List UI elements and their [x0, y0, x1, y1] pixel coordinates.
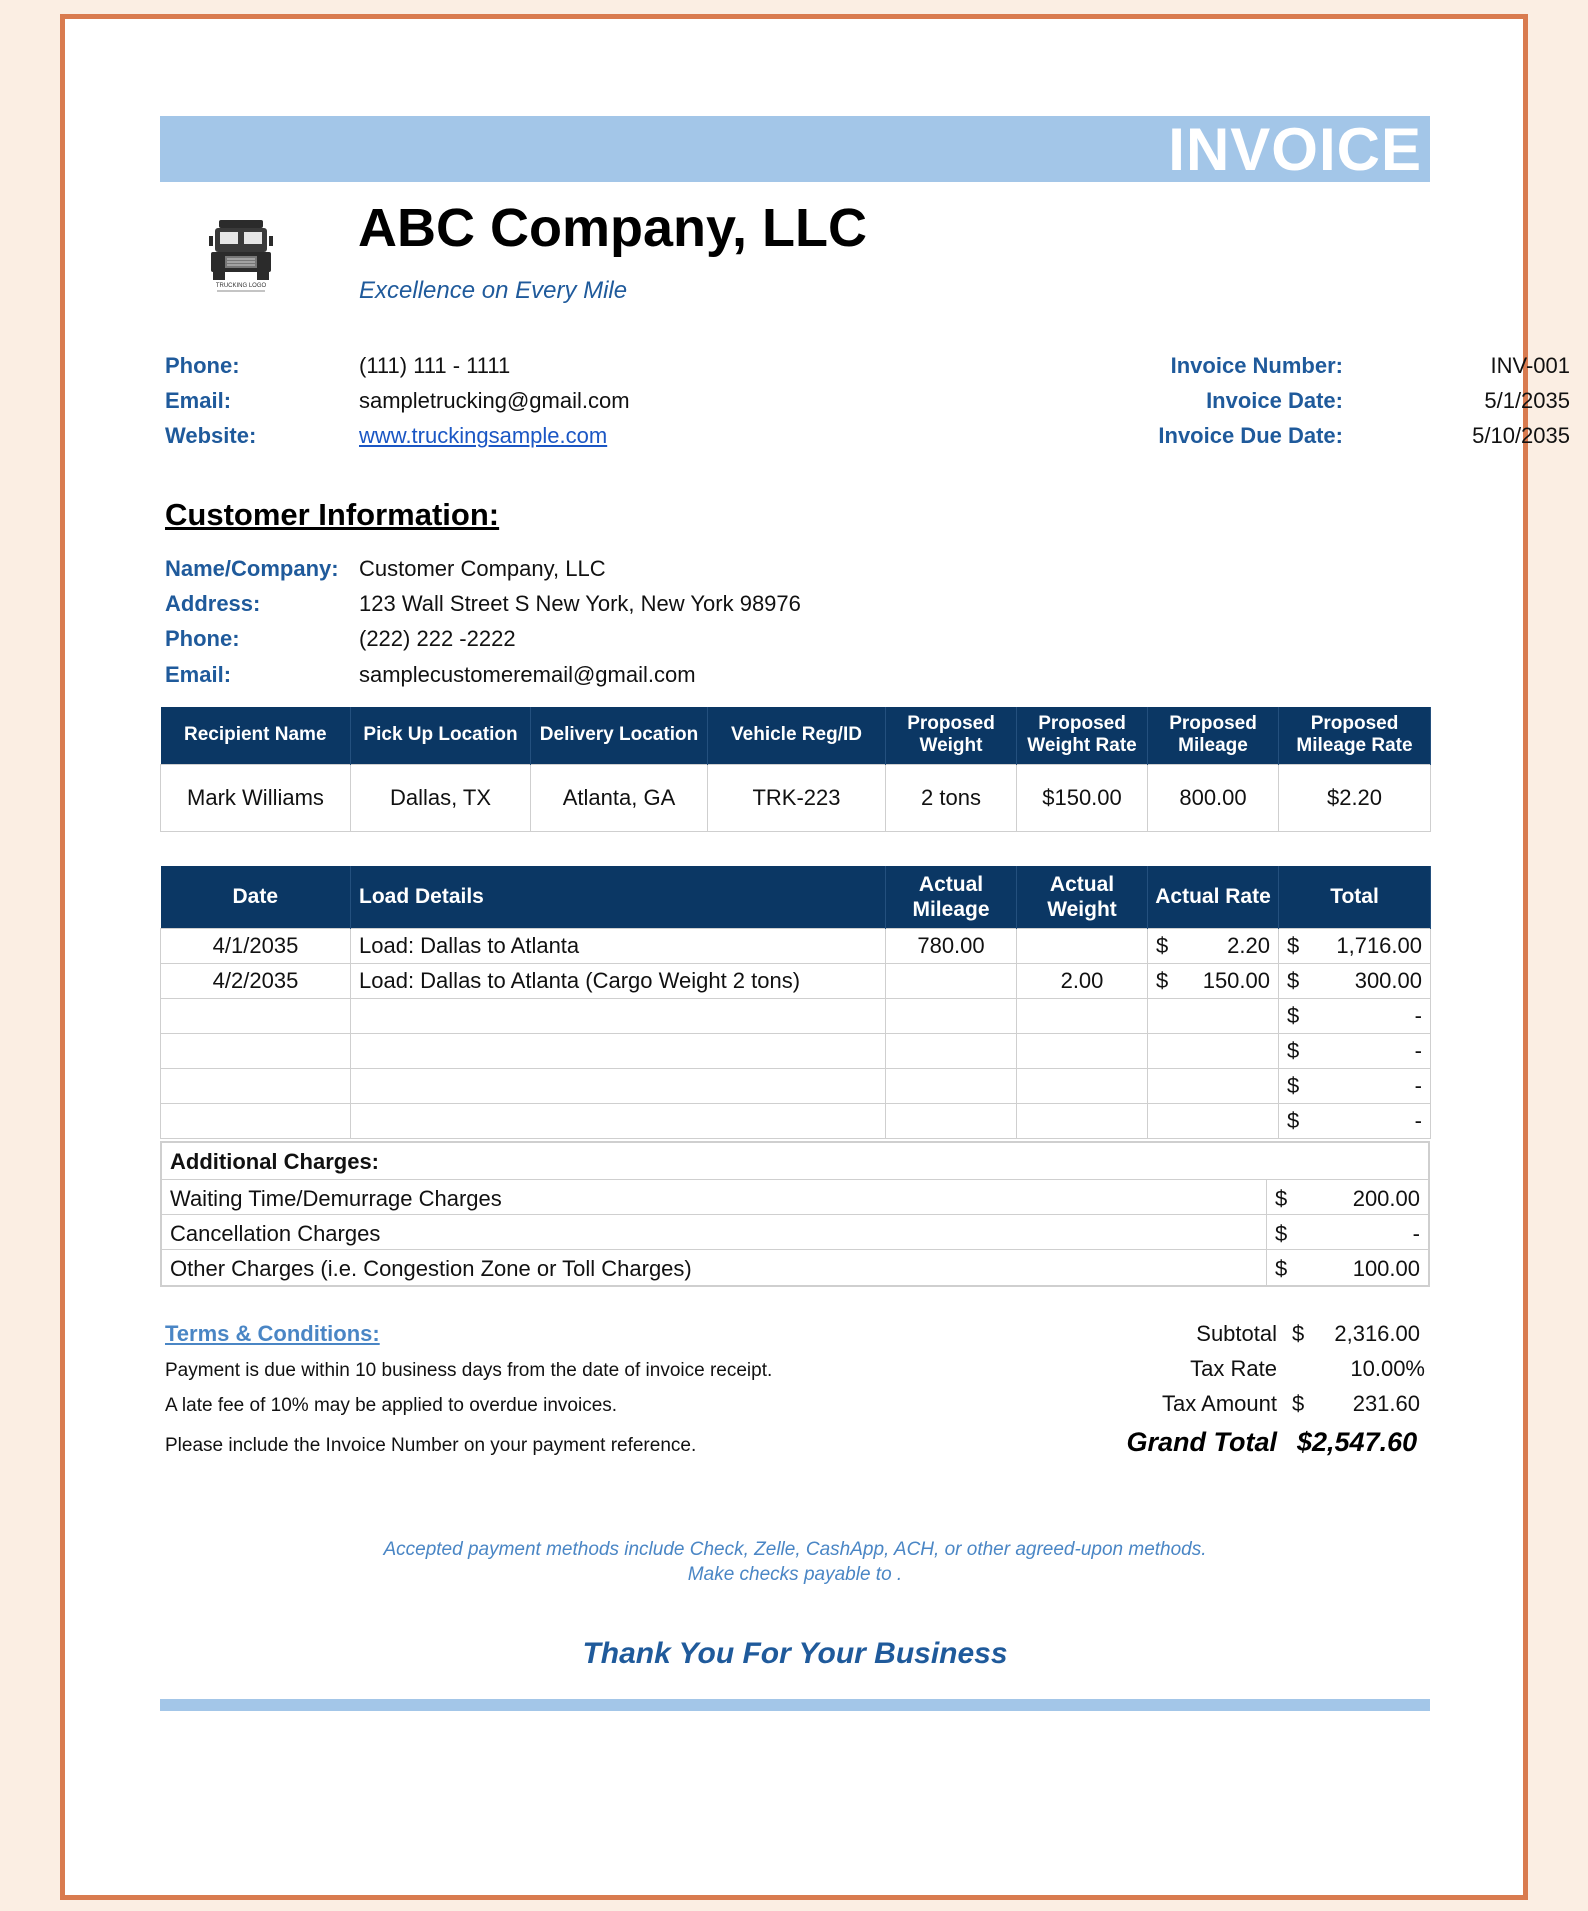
charge-amount-cell	[1266, 1250, 1428, 1285]
charge-amount-cell	[1266, 1180, 1428, 1215]
actual-rate-cell	[1148, 1033, 1279, 1068]
actual-mileage-cell: 780.00	[886, 928, 1017, 963]
tax-rate-value: 10.00%	[1350, 1356, 1425, 1381]
thank-you-message: Thank You For Your Business	[582, 1637, 1008, 1670]
invoice-page	[60, 14, 1570, 1900]
terms-title: Terms & Conditions:	[165, 1321, 380, 1346]
currency-symbol: $	[1275, 1221, 1288, 1246]
logo-text: TRUCKING LOGO	[215, 283, 267, 289]
table-row	[161, 1103, 1431, 1138]
additional-charge-row	[162, 1214, 1428, 1249]
terms-line: Payment is due within 10 business days from the date of invoice receipt.	[165, 1360, 773, 1381]
total-cell	[1279, 1103, 1431, 1138]
currency-symbol: $	[1156, 967, 1169, 993]
customer-address: 123 Wall Street S New York, New York 98976	[359, 591, 801, 616]
customer-name: Customer Company, LLC	[359, 556, 606, 581]
col-total: Total	[1279, 866, 1431, 928]
total-cell	[1279, 963, 1431, 998]
currency-symbol: $	[1287, 1002, 1300, 1028]
col-delivery-location: Delivery Location	[531, 707, 708, 764]
total-value: -	[1414, 1037, 1422, 1063]
actual-mileage-cell	[886, 963, 1017, 998]
charge-amount: -	[1412, 1221, 1420, 1246]
total-cell	[1279, 998, 1431, 1033]
tax-rate-label: Tax Rate	[1190, 1356, 1277, 1381]
customer-address-label: Address:	[165, 591, 261, 616]
shipment-header-row	[161, 707, 1431, 764]
total-cell	[1279, 1068, 1431, 1103]
terms-line: Please include the Invoice Number on your payment reference.	[165, 1435, 697, 1456]
grand-total-value: $2,547.60	[1297, 1427, 1418, 1457]
total-cell	[1279, 928, 1431, 963]
additional-charge-row	[162, 1249, 1428, 1284]
load-details-cell	[351, 1103, 886, 1138]
table-row	[161, 1033, 1431, 1068]
table-row	[161, 764, 1431, 831]
currency-symbol: $	[1287, 967, 1300, 993]
actual-weight-cell	[1017, 928, 1148, 963]
col-vehicle-id: Vehicle Reg/ID	[708, 707, 886, 764]
load-details-cell	[351, 1068, 886, 1103]
table-cell: $150.00	[1017, 764, 1148, 831]
invoice-number: INV-001	[1490, 353, 1570, 378]
actual-rate-cell	[1148, 998, 1279, 1033]
actual-rate-cell	[1148, 963, 1279, 998]
customer-info-title: Customer Information:	[165, 497, 500, 532]
currency-symbol: $	[1292, 1321, 1305, 1346]
col-actual-mileage: Actual Mileage	[886, 866, 1017, 928]
load-details-cell	[351, 1033, 886, 1068]
currency-symbol: $	[1156, 932, 1169, 958]
invoice-title: INVOICE	[1168, 116, 1422, 183]
company-website-link[interactable]: www.truckingsample.com	[359, 423, 608, 448]
table-row	[161, 928, 1431, 963]
table-row	[161, 963, 1431, 998]
rate-value: 150.00	[1202, 967, 1270, 993]
company-name: ABC Company, LLC	[358, 198, 867, 258]
subtotal-value: 2,316.00	[1334, 1321, 1420, 1346]
charge-label: Other Charges (i.e. Congestion Zone or Toll Charges)	[170, 1256, 692, 1281]
table-cell: Atlanta, GA	[531, 764, 708, 831]
customer-email: samplecustomeremail@gmail.com	[359, 662, 696, 687]
actual-weight-cell	[1017, 1103, 1148, 1138]
actual-mileage-cell	[886, 1068, 1017, 1103]
table-cell: Mark Williams	[161, 764, 351, 831]
total-value: -	[1414, 1002, 1422, 1028]
date-cell: 4/2/2035	[161, 963, 351, 998]
actual-rate-cell	[1148, 1068, 1279, 1103]
col-proposed-mileage-rate: Proposed Mileage Rate	[1279, 707, 1431, 764]
total-value: 300.00	[1354, 967, 1422, 993]
date-cell	[161, 1103, 351, 1138]
company-phone: (111) 111 - 1111	[359, 353, 511, 378]
payment-methods-note: Accepted payment methods include Check, Zelle, CashApp, ACH, or other agreed-upon methods.	[383, 1539, 1207, 1560]
currency-symbol: $	[1287, 1072, 1300, 1098]
actual-weight-cell	[1017, 1068, 1148, 1103]
invoice-number-label: Invoice Number:	[1170, 353, 1343, 378]
charge-label: Waiting Time/Demurrage Charges	[170, 1186, 502, 1211]
table-row	[161, 1068, 1431, 1103]
total-cell	[1279, 1033, 1431, 1068]
bottom-accent-bar	[160, 1699, 1430, 1711]
table-cell: 2 tons	[886, 764, 1017, 831]
table-row	[161, 998, 1431, 1033]
checks-payable-note: Make checks payable to .	[687, 1564, 903, 1585]
actual-mileage-cell	[886, 1033, 1017, 1068]
invoice-due-label: Invoice Due Date:	[1158, 423, 1343, 448]
terms-line: A late fee of 10% may be applied to overdue invoices.	[165, 1395, 618, 1416]
load-details-cell: Load: Dallas to Atlanta (Cargo Weight 2 tons)	[351, 963, 886, 998]
actual-weight-cell	[1017, 998, 1148, 1033]
charge-amount: 100.00	[1352, 1256, 1420, 1281]
invoice-date-label: Invoice Date:	[1206, 388, 1343, 413]
actual-rate-cell	[1148, 1103, 1279, 1138]
load-header-row	[161, 866, 1431, 928]
actual-mileage-cell	[886, 1103, 1017, 1138]
tax-amount-value: 231.60	[1352, 1391, 1420, 1416]
col-date: Date	[161, 866, 351, 928]
additional-charges	[160, 1141, 1430, 1287]
actual-weight-cell: 2.00	[1017, 963, 1148, 998]
total-value: -	[1414, 1072, 1422, 1098]
email-label: Email:	[165, 388, 232, 413]
customer-phone: (222) 222 -2222	[359, 626, 516, 651]
col-proposed-weight: Proposed Weight	[886, 707, 1017, 764]
company-email: sampletrucking@gmail.com	[359, 388, 630, 413]
actual-rate-cell	[1148, 928, 1279, 963]
tax-amount-label: Tax Amount	[1162, 1391, 1277, 1416]
rate-value: 2.20	[1227, 932, 1270, 958]
actual-mileage-cell	[886, 998, 1017, 1033]
phone-label: Phone:	[165, 353, 240, 378]
total-value: -	[1414, 1107, 1422, 1133]
additional-charges-title: Additional Charges:	[170, 1149, 380, 1174]
subtotal-label: Subtotal	[1196, 1321, 1277, 1346]
date-cell	[161, 1068, 351, 1103]
additional-charge-row	[162, 1179, 1428, 1214]
date-cell	[161, 998, 351, 1033]
website-label: Website:	[165, 423, 257, 448]
currency-symbol: $	[1287, 1107, 1300, 1133]
customer-email-label: Email:	[165, 662, 232, 687]
col-load-details: Load Details	[351, 866, 886, 928]
currency-symbol: $	[1292, 1391, 1305, 1416]
charge-amount-cell	[1266, 1215, 1428, 1250]
invoice-due-date: 5/10/2035	[1472, 423, 1570, 448]
table-cell: TRK-223	[708, 764, 886, 831]
col-pickup-location: Pick Up Location	[351, 707, 531, 764]
company-tagline: Excellence on Every Mile	[359, 277, 628, 304]
load-details-cell: Load: Dallas to Atlanta	[351, 928, 886, 963]
actual-weight-cell	[1017, 1033, 1148, 1068]
col-actual-weight: Actual Weight	[1017, 866, 1148, 928]
date-cell	[161, 1033, 351, 1068]
load-details-cell	[351, 998, 886, 1033]
col-actual-rate: Actual Rate	[1148, 866, 1279, 928]
shipment-table	[160, 707, 1431, 832]
date-cell: 4/1/2035	[161, 928, 351, 963]
table-cell: $2.20	[1279, 764, 1431, 831]
currency-symbol: $	[1287, 932, 1300, 958]
customer-phone-label: Phone:	[165, 626, 240, 651]
grand-total-label: Grand Total	[1126, 1427, 1277, 1457]
invoice-banner	[160, 116, 1430, 182]
currency-symbol: $	[1287, 1037, 1300, 1063]
currency-symbol: $	[1275, 1256, 1288, 1281]
load-table	[160, 866, 1431, 1139]
currency-symbol: $	[1275, 1186, 1288, 1211]
invoice-date: 5/1/2035	[1484, 388, 1570, 413]
col-proposed-weight-rate: Proposed Weight Rate	[1017, 707, 1148, 764]
total-value: 1,716.00	[1336, 932, 1422, 958]
col-recipient-name: Recipient Name	[161, 707, 351, 764]
table-cell: 800.00	[1148, 764, 1279, 831]
table-cell: Dallas, TX	[351, 764, 531, 831]
col-proposed-mileage: Proposed Mileage	[1148, 707, 1279, 764]
charge-amount: 200.00	[1352, 1186, 1420, 1211]
truck-icon	[205, 214, 277, 294]
charge-label: Cancellation Charges	[170, 1221, 381, 1246]
customer-name-label: Name/Company:	[165, 556, 339, 581]
